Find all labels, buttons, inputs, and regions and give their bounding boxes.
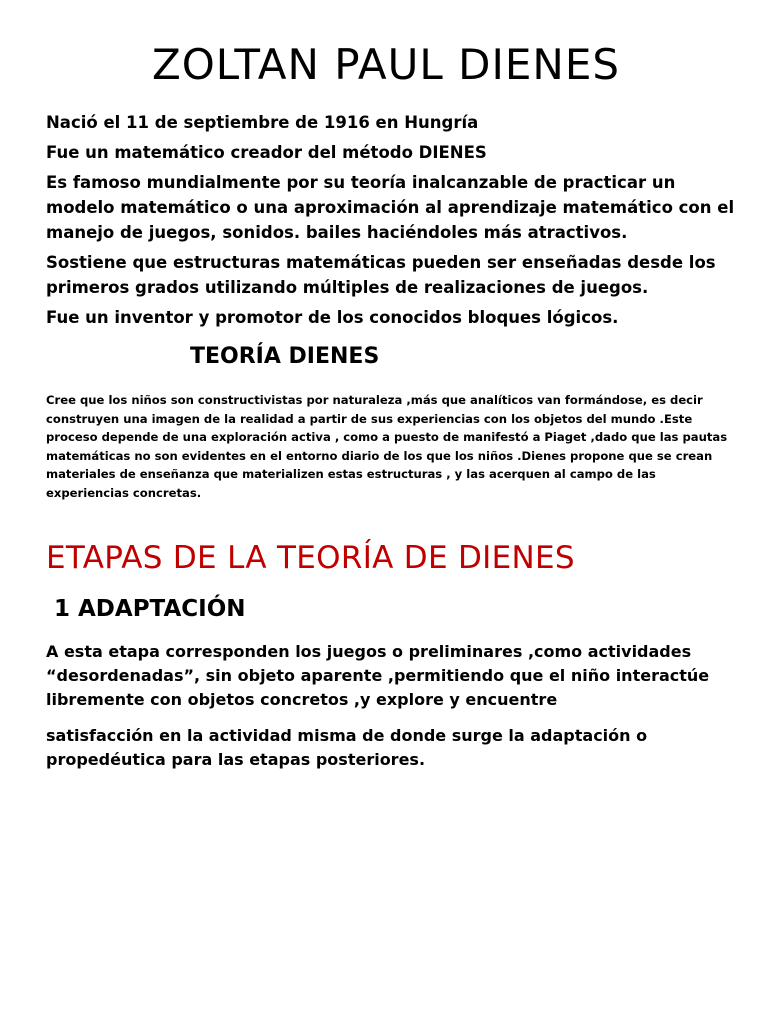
etapas-heading: ETAPAS DE LA TEORÍA DE DIENES xyxy=(46,540,575,576)
intro-paragraph-structures: Sostiene que estructuras matemáticas pueden ser enseñadas desde los primeros grados utilizando múltiples de realizaciones de juegos. xyxy=(46,253,716,297)
stage-paragraph-2: satisfacción en la actividad misma de donde surge la adaptación o propedéutica para las etapas posteriores. xyxy=(46,726,648,769)
intro-paragraph-fame: Es famoso mundialmente por su teoría inalcanzable de practicar un modelo matemático o una aproximación al aprendizaje matemático con el manejo de juegos, sonidos. bailes haciéndoles más atractivos. xyxy=(46,173,735,242)
teoria-paragraph: Cree que los niños son constructivistas por naturaleza ,más que analíticos van formándose, es decir construyen una imagen de la realidad a partir de sus experiencias con los objetos del mundo .Este proceso depende de una exploración activa , como a puesto de manifestó a Piaget ,dado que las pautas matemáticas no son evidentes en el entorno diario de los que los niños .Dienes propone que se crean materiales de enseñanza que materializen estas estructuras , y las acerquen al campo de las experiencias concretas. xyxy=(46,393,728,500)
intro-paragraph-inventor: Fue un inventor y promotor de los conocidos bloques lógicos. xyxy=(46,308,619,327)
teoria-heading: TEORÍA DIENES xyxy=(190,344,380,369)
stage-heading-adaptacion: 1 ADAPTACIÓN xyxy=(54,596,246,622)
intro-paragraph-method: Fue un matemático creador del método DIENES xyxy=(46,143,487,162)
stage-paragraph-1: A esta etapa corresponden los juegos o preliminares ,como actividades “desordenadas”, sin objeto aparente ,permitiendo que el niño interactúe libremente con objetos concretos ,y explore y encuentre xyxy=(46,642,710,709)
intro-paragraph-birth: Nació el 11 de septiembre de 1916 en Hungría xyxy=(46,113,479,132)
intro-section xyxy=(46,110,736,335)
page-title: ZOLTAN PAUL DIENES xyxy=(151,40,621,89)
